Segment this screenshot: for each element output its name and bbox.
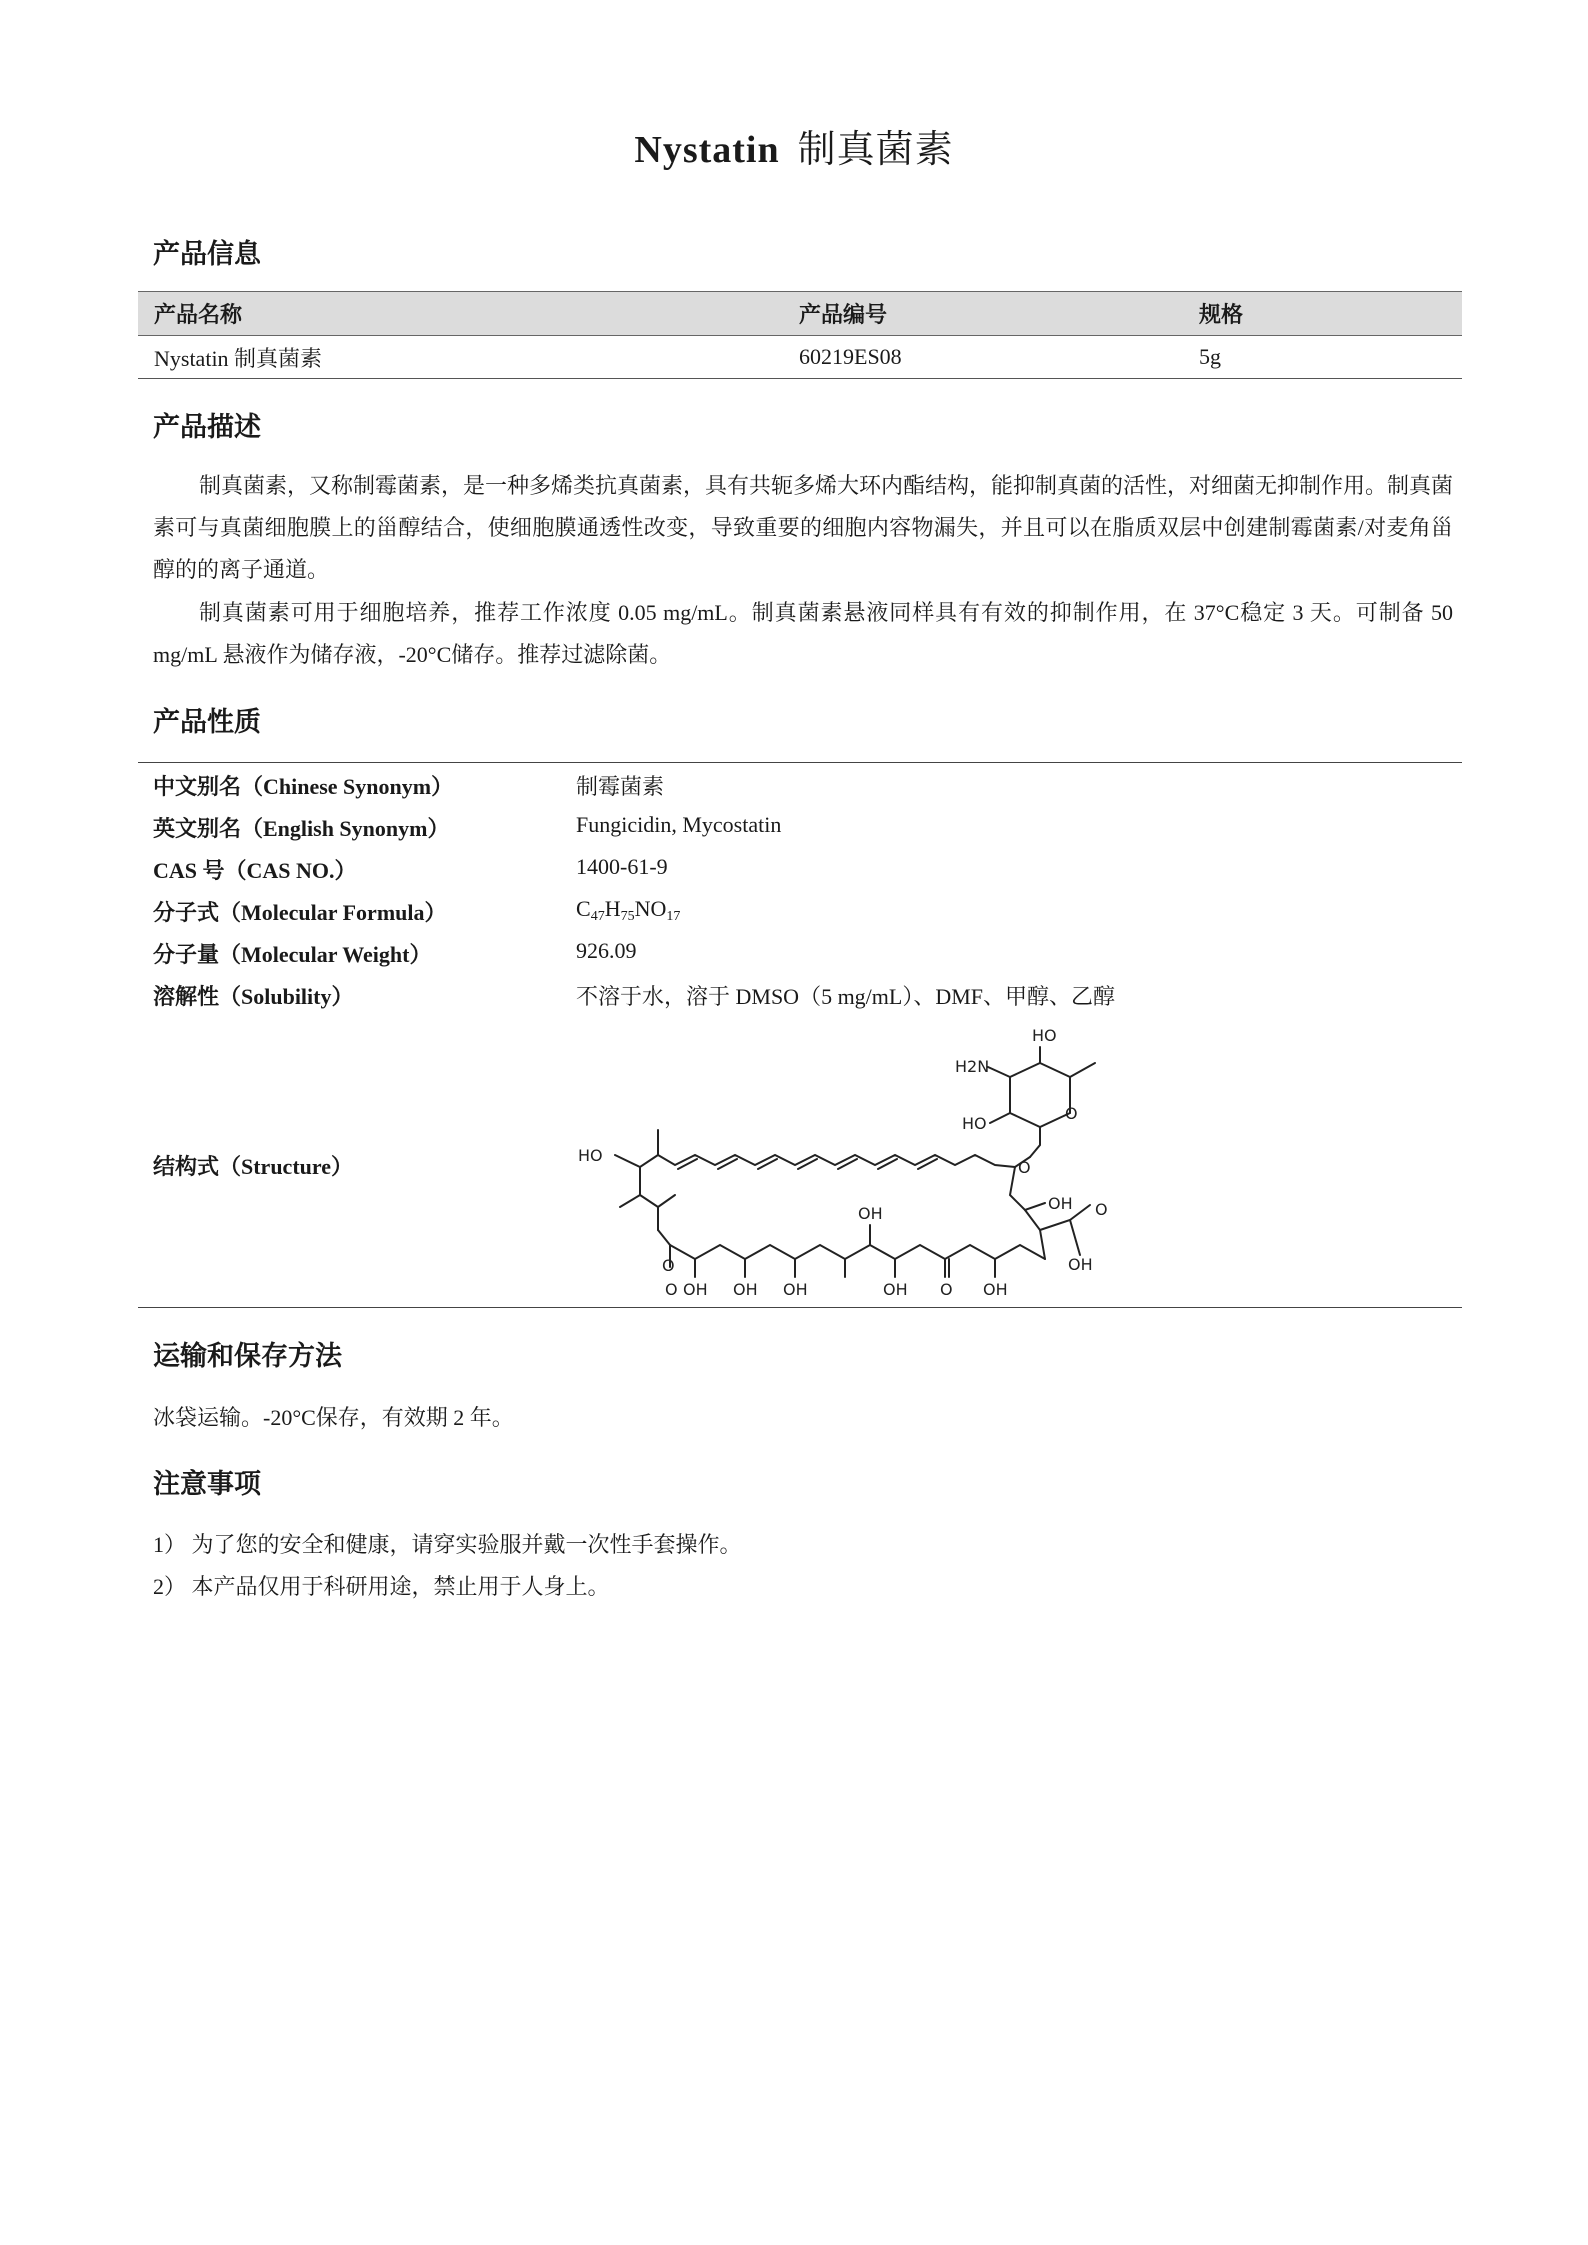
molecular-formula: $C_{47}H_{75}NO_{17}$ <box>576 896 681 924</box>
label-o-acid: O <box>1095 1200 1108 1219</box>
title-cn: 制真菌素 <box>797 129 954 171</box>
prop-label: 溶解性（Solubility） <box>153 984 354 1009</box>
prop-weight <box>153 938 1453 978</box>
prop-label: CAS 号（CAS NO.） <box>153 858 357 883</box>
note-item: 2） 本产品仅用于科研用途，禁止用于人身上。 <box>153 1574 610 1599</box>
label-oh-side: OH <box>1048 1194 1073 1213</box>
section-notes: 注意事项 <box>153 1469 261 1499</box>
label-ho-left: HO <box>578 1146 603 1165</box>
section-storage: 运输和保存方法 <box>153 1341 342 1371</box>
table-header-row <box>138 292 1462 336</box>
product-info-table <box>138 291 1462 379</box>
cell-product-code: 60219ES08 <box>783 336 1183 379</box>
prop-label: 结构式（Structure） <box>153 1154 354 1179</box>
label-o-link: O <box>1018 1158 1031 1177</box>
document-title <box>0 118 1588 173</box>
header-spec: 规格 <box>1183 292 1462 336</box>
prop-value: 1400-61-9 <box>576 854 668 879</box>
section-description: 产品描述 <box>153 412 261 442</box>
properties-top-rule <box>138 762 1462 763</box>
label-h2n: H2N <box>955 1057 990 1076</box>
cell-product-name: Nystatin 制真菌素 <box>138 336 783 379</box>
label-oh-b5: OH <box>983 1280 1008 1299</box>
label-oh-acid: OH <box>1068 1255 1093 1274</box>
prop-value: 制霉菌素 <box>576 774 665 799</box>
label-o-ester: O <box>662 1256 675 1275</box>
label-ho-sugar: HO <box>962 1114 987 1133</box>
prop-solubility <box>153 980 1453 1020</box>
label-ho-top: HO <box>1032 1026 1057 1045</box>
header-product-code: 产品编号 <box>783 292 1183 336</box>
label-o-ester-c: O <box>665 1280 678 1299</box>
prop-label: 分子量（Molecular Weight） <box>153 942 432 967</box>
section-properties: 产品性质 <box>153 707 261 737</box>
label-o-ketone: O <box>940 1280 953 1299</box>
label-oh-b1: OH <box>683 1280 708 1299</box>
prop-label: 中文别名（Chinese Synonym） <box>153 774 454 799</box>
storage-text: 冰袋运输。-20°C保存，有效期 2 年。 <box>153 1405 514 1430</box>
prop-label: 分子式（Molecular Formula） <box>153 900 447 925</box>
title-en: Nystatin <box>634 129 780 171</box>
prop-value: 926.09 <box>576 938 637 963</box>
label-oh-b3: OH <box>783 1280 808 1299</box>
header-product-name: 产品名称 <box>138 292 783 336</box>
prop-chinese-synonym <box>153 770 1453 810</box>
prop-cas <box>153 854 1453 894</box>
label-oh-b4: OH <box>883 1280 908 1299</box>
prop-formula <box>153 896 1453 936</box>
label-oh-b2: OH <box>733 1280 758 1299</box>
cell-spec: 5g <box>1183 336 1462 379</box>
description-paragraph-2: 制真菌素可用于细胞培养，推荐工作浓度 0.05 mg/mL。制真菌素悬液同样具有有效的抑制作用，在 37°C稳定 3 天。可制备 50 mg/mL 悬液作为储存液，-20°C储存。推荐过滤除菌。 <box>153 600 1453 667</box>
structure-diagram <box>570 1015 1130 1305</box>
prop-value: Fungicidin, Mycostatin <box>576 812 782 837</box>
label-o-ring: O <box>1065 1104 1078 1123</box>
description-paragraph-1: 制真菌素，又称制霉菌素，是一种多烯类抗真菌素，具有共轭多烯大环内酯结构，能抑制真菌的活性，对细菌无抑制作用。制真菌素可与真菌细胞膜上的甾醇结合，使细胞膜通透性改变，导致重要的细胞内容物漏失，并且可以在脂质双层中创建制霉菌素/对麦角甾醇的的离子通道。 <box>153 473 1454 582</box>
label-oh-mid: OH <box>858 1204 883 1223</box>
prop-value: 不溶于水，溶于 DMSO（5 mg/mL）、DMF、甲醇、乙醇 <box>576 984 1116 1009</box>
section-product-info: 产品信息 <box>153 239 261 269</box>
properties-bottom-rule <box>138 1307 1462 1308</box>
note-item: 1） 为了您的安全和健康，请穿实验服并戴一次性手套操作。 <box>153 1532 742 1557</box>
prop-label: 英文别名（English Synonym） <box>153 816 450 841</box>
prop-english-synonym <box>153 812 1453 852</box>
table-row <box>138 336 1462 379</box>
